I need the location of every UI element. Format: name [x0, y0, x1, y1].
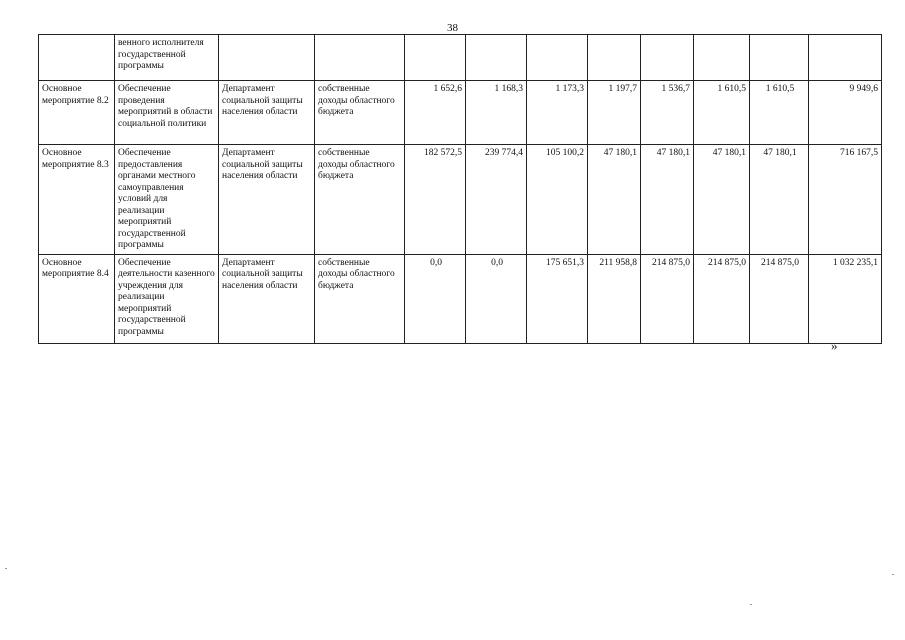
value-cell	[694, 35, 750, 81]
executor-cell: Департамент социальной защиты населения области	[219, 254, 315, 343]
event-cell: Основное мероприятие 8.2	[39, 81, 115, 145]
closing-quote: »	[831, 338, 838, 353]
source-cell: собственные доходы областного бюджета	[315, 81, 405, 145]
value-cell: 47 180,1	[694, 145, 750, 255]
value-cell: 0,0	[466, 254, 527, 343]
executor-cell	[219, 35, 315, 81]
description-cell: Обеспечение предоставления органами местного самоуправления условий для реализации мероприятий государственной программы	[115, 145, 219, 255]
budget-table	[38, 34, 882, 344]
description-cell: Обеспечение проведения мероприятий в области социальной политики	[115, 81, 219, 145]
value-cell	[750, 35, 809, 81]
event-cell: Основное мероприятие 8.3	[39, 145, 115, 255]
description-cell: венного исполнителя государственной программы	[115, 35, 219, 81]
source-cell: собственные доходы областного бюджета	[315, 254, 405, 343]
description-cell: Обеспечение деятельности казенного учреждения для реализации мероприятий государственной программы	[115, 254, 219, 343]
value-cell	[405, 35, 466, 81]
value-cell: 1 652,6	[405, 81, 466, 145]
page-number: 38	[447, 22, 458, 34]
value-cell: 214 875,0	[641, 254, 694, 343]
value-cell: 47 180,1	[750, 145, 809, 255]
value-cell: 47 180,1	[588, 145, 641, 255]
executor-cell: Департамент социальной защиты населения области	[219, 81, 315, 145]
value-cell: 182 572,5	[405, 145, 466, 255]
table-row	[39, 254, 882, 343]
value-cell: 214 875,0	[694, 254, 750, 343]
executor-cell: Департамент социальной защиты населения области	[219, 145, 315, 255]
value-cell: 1 197,7	[588, 81, 641, 145]
source-cell: собственные доходы областного бюджета	[315, 145, 405, 255]
value-cell	[809, 35, 882, 81]
value-cell: 1 168,3	[466, 81, 527, 145]
scan-speck	[750, 604, 752, 605]
event-cell	[39, 35, 115, 81]
value-cell: 0,0	[405, 254, 466, 343]
value-cell: 716 167,5	[809, 145, 882, 255]
value-cell: 47 180,1	[641, 145, 694, 255]
source-cell	[315, 35, 405, 81]
value-cell: 1 610,5	[694, 81, 750, 145]
value-cell	[527, 35, 588, 81]
value-cell: 175 651,3	[527, 254, 588, 343]
scan-speck	[5, 568, 7, 569]
table-row	[39, 35, 882, 81]
value-cell: 239 774,4	[466, 145, 527, 255]
value-cell: 214 875,0	[750, 254, 809, 343]
value-cell: 9 949,6	[809, 81, 882, 145]
value-cell: 105 100,2	[527, 145, 588, 255]
value-cell	[588, 35, 641, 81]
table-row	[39, 145, 882, 255]
value-cell	[466, 35, 527, 81]
value-cell: 211 958,8	[588, 254, 641, 343]
value-cell: 1 032 235,1	[809, 254, 882, 343]
table-row	[39, 81, 882, 145]
value-cell	[641, 35, 694, 81]
value-cell: 1 536,7	[641, 81, 694, 145]
value-cell: 1 173,3	[527, 81, 588, 145]
scan-speck	[892, 574, 894, 575]
event-cell: Основное мероприятие 8.4	[39, 254, 115, 343]
value-cell: 1 610,5	[750, 81, 809, 145]
